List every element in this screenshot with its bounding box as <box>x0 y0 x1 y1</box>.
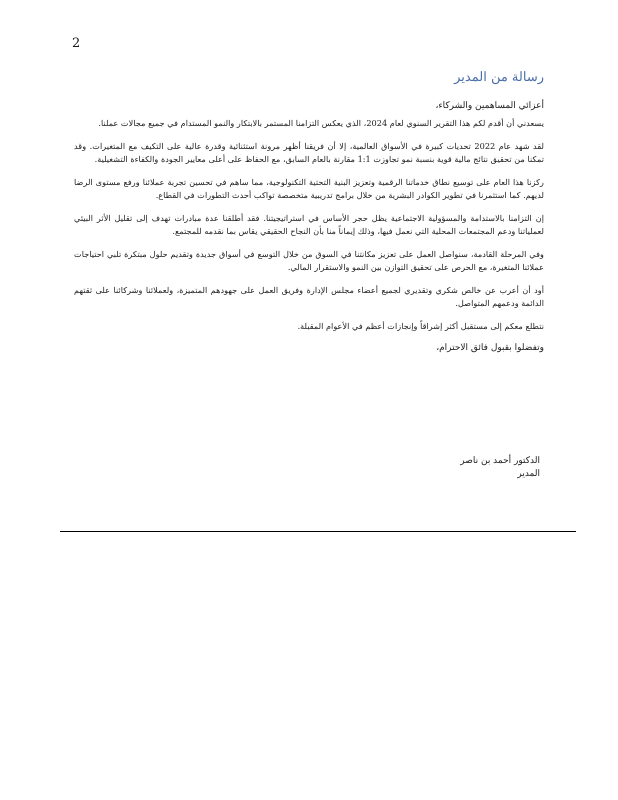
letter-paragraph: إن التزامنا بالاستدامة والمسؤولية الاجتماعية يظل حجر الأساس في استراتيجيتنا. فقد أطلقنا عدة مبادرات تهدف إلى تقليل الأثر البيئي لعملياتنا ودعم المجتمعات المحلية التي نعمل فيها، وذلك إيماناً منا بأن النجاح الحقيقي يقاس بما نقدمه للمجتمع. <box>74 213 544 236</box>
letter-paragraph: يسعدني أن أقدم لكم هذا التقرير السنوي لعام 2024، الذي يعكس التزامنا المستمر بالابتكار والنمو المستدام في جميع مجالات عملنا. <box>98 118 544 128</box>
signature-name: الدكتور أحمد بن ناصر <box>460 456 540 466</box>
letter-paragraph: لقد شهد عام 2022 تحديات كبيرة في الأسواق العالمية، إلا أن فريقنا أظهر مرونة استثنائية وقدرة عالية على التكيف مع المتغيرات. وقد تمكنا من تحقيق نتائج مالية قوية بنسبة نمو تجاوزت 1:1 مقارنة بالعام السابق، مع الحفاظ على أعلى معايير الجودة والكفاءة التشغيلية. <box>74 141 544 164</box>
signature-block <box>400 455 540 481</box>
page-divider <box>60 531 576 532</box>
letter-paragraph: نتطلع معكم إلى مستقبل أكثر إشراقاً وإنجازات أعظم في الأعوام المقبلة. <box>297 321 544 331</box>
letter-paragraph: وفي المرحلة القادمة، سنواصل العمل على تعزيز مكانتنا في السوق من خلال التوسع في أسواق جديدة وتقديم حلول مبتكرة تلبي احتياجات عملائنا المتغيرة، مع الحرص على تحقيق التوازن بين النمو والاستقرار المالي. <box>74 249 544 272</box>
letter-paragraph: أود أن أعرب عن خالص شكري وتقديري لجميع أعضاء مجلس الإدارة وفريق العمل على جهودهم المتميزة، ولعملائنا وشركائنا على ثقتهم الدائمة ودعمهم المتواصل. <box>74 285 544 308</box>
page-number: 2 <box>72 36 81 51</box>
signature-title: المدير <box>517 469 540 479</box>
letter-paragraph: ركزنا هذا العام على توسيع نطاق خدماتنا الرقمية وتعزيز البنية التحتية التكنولوجية، مما ساهم في تحسين تجربة عملائنا ورفع مستوى الرضا لديهم. كما استثمرنا في تطوير الكوادر البشرية من خلال برامج تدريبية متخصصة تواكب أحدث التطورات في القطاع. <box>74 177 544 200</box>
letter-heading: رسالة من المدير <box>454 70 544 85</box>
letter-greeting: أعزائي المساهمين والشركاء، <box>435 101 544 111</box>
letter-body <box>74 70 544 353</box>
letter-closing: وتفضلوا بقبول فائق الاحترام، <box>436 343 544 353</box>
